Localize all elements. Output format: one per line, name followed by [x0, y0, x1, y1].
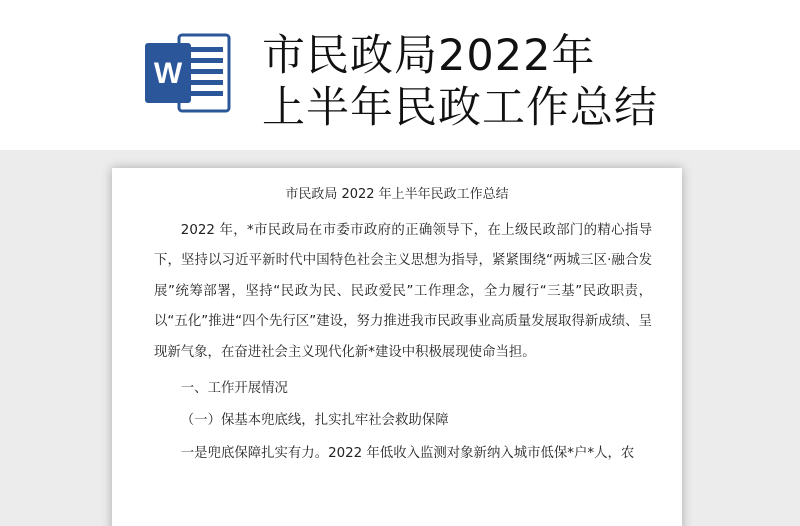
document-title: 市民政局 2022 年上半年民政工作总结 [285, 187, 509, 202]
subsection-heading: （一）保基本兜底线，扎实扎牢社会救助保障 [180, 413, 449, 429]
document-paragraph: 2022 年，*市民政局在市委市政府的正确领导下，在上级民政部门的精心指导下，坚持以习近平新时代中国特色社会主义思想为指导，紧紧围绕“两城三区·融合发展”统筹部署，坚持“民政为民、民政爱民”工作理念，全力履行“三基”民政职责，以“五化”推进“四个先行区”建设，努力推进我市民政事业高质量发展取得新成绩、呈现新气象，在奋进社会主义现代化新*建设中积极展现使命当担。 [154, 223, 652, 360]
document-paragraph: 一是兜底保障扎实有力。2022 年低收入监测对象新纳入城市低保*户*人，农 [180, 445, 635, 461]
header-banner [0, 0, 800, 150]
document-body [154, 216, 652, 469]
document-page-preview [112, 168, 682, 526]
word-document-icon [143, 33, 231, 113]
section-heading: 一、工作开展情况 [180, 381, 288, 397]
title-line-1: 市民政局2022年 [262, 31, 596, 81]
word-icon-letter: W [153, 57, 183, 90]
page-title [262, 30, 658, 134]
title-line-2: 上半年民政工作总结 [262, 83, 658, 133]
